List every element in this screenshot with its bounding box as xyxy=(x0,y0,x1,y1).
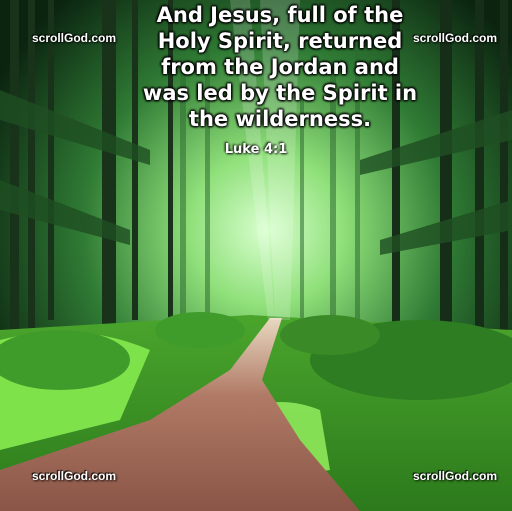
verse-line: Holy Spirit, returned xyxy=(157,29,403,53)
watermark-top-right: scrollGod.com xyxy=(413,31,498,45)
watermark-top-left: scrollGod.com xyxy=(32,31,117,45)
watermark-bottom-left: scrollGod.com xyxy=(32,469,117,483)
verse-line: from the Jordan and xyxy=(161,55,399,79)
verse-line: the wilderness. xyxy=(188,107,372,131)
verse-line: And Jesus, full of the xyxy=(156,3,404,27)
verse-text xyxy=(120,2,440,132)
verse-line: was led by the Spirit in xyxy=(142,81,418,105)
verse-reference: Luke 4:1 xyxy=(224,142,288,157)
watermark-bottom-right: scrollGod.com xyxy=(413,469,498,483)
